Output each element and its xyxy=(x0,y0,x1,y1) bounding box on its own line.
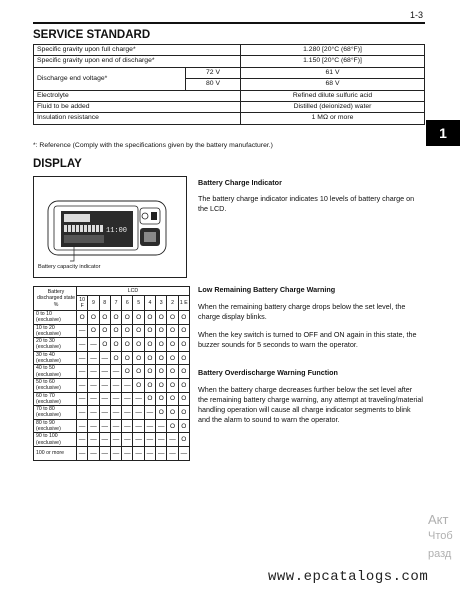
spec-value: 1.280 [20°C (68°F)] xyxy=(241,45,425,56)
page-number: 1-3 xyxy=(410,10,424,20)
segment-on-cell: O xyxy=(133,324,144,338)
table-row xyxy=(34,378,190,392)
display-panel-illustration xyxy=(34,177,186,277)
spec-value: 1 MΩ or more xyxy=(241,113,425,124)
segment-off-cell: — xyxy=(156,446,167,460)
section-paragraph: When the remaining battery charge drops below the set level, the charge display blinks. xyxy=(198,302,406,321)
table-row xyxy=(34,365,190,379)
section-paragraph: When the battery charge decreases further below the set level after the remaining battery charge warning, any attempt at traveling/material handling operation will cause all charge indicator segments to blink and the alarm to sound to warn the operator. xyxy=(198,385,423,424)
table-row xyxy=(34,392,190,406)
discharge-state-cell: 70 to 80 (exclusive) xyxy=(34,406,77,420)
section-heading: Low Remaining Battery Charge Warning xyxy=(198,285,336,294)
section-heading: Battery Charge Indicator xyxy=(198,178,282,187)
discharge-state-cell: 10 to 20 (exclusive) xyxy=(34,324,77,338)
display-title: DISPLAY xyxy=(33,158,82,170)
table-row xyxy=(34,433,190,447)
segment-off-cell: — xyxy=(133,392,144,406)
segment-on-cell: O xyxy=(77,311,88,325)
display-figure xyxy=(33,176,187,278)
segment-on-cell: O xyxy=(144,351,155,365)
segment-off-cell: — xyxy=(88,419,99,433)
segment-off-cell: — xyxy=(88,365,99,379)
segment-on-cell: O xyxy=(144,392,155,406)
watermark-text: Акт xyxy=(428,512,449,527)
segment-on-cell: O xyxy=(133,365,144,379)
segment-off-cell: — xyxy=(110,419,121,433)
spec-label: Specific gravity upon end of discharge* xyxy=(34,56,241,67)
segment-off-cell: — xyxy=(133,433,144,447)
lcd-table xyxy=(33,286,190,461)
site-watermark: www.epcatalogs.com xyxy=(268,569,429,585)
service-standard-table xyxy=(33,44,425,125)
lcd-readout: 11:00 xyxy=(106,227,128,235)
state-header: Battery discharged state % xyxy=(34,287,77,311)
segment-on-cell: O xyxy=(156,378,167,392)
lcd-column-header: 6 xyxy=(122,296,133,311)
segment-on-cell: O xyxy=(99,311,110,325)
segment-off-cell: — xyxy=(178,446,189,460)
segment-on-cell: O xyxy=(178,378,189,392)
segment-off-cell: — xyxy=(77,446,88,460)
segment-on-cell: O xyxy=(122,351,133,365)
table-row xyxy=(34,324,190,338)
lcd-column-header: 1 E xyxy=(178,296,189,311)
section-paragraph: When the key switch is turned to OFF and ON again in this state, the buzzer sounds for 5 seconds to warn the operator. xyxy=(198,330,417,349)
segment-on-cell: O xyxy=(178,392,189,406)
segment-on-cell: O xyxy=(178,433,189,447)
segment-on-cell: O xyxy=(167,351,178,365)
lcd-table-body xyxy=(34,311,190,461)
segment-off-cell: — xyxy=(88,406,99,420)
segment-off-cell: — xyxy=(88,378,99,392)
spec-label: Electrolyte xyxy=(34,90,241,101)
segment-on-cell: O xyxy=(110,311,121,325)
segment-on-cell: O xyxy=(156,338,167,352)
segment-on-cell: O xyxy=(99,324,110,338)
segment-off-cell: — xyxy=(122,433,133,447)
segment-off-cell: — xyxy=(99,392,110,406)
segment-on-cell: O xyxy=(156,365,167,379)
segment-on-cell: O xyxy=(144,378,155,392)
lcd-column-header: 10 F xyxy=(77,296,88,311)
table-row xyxy=(34,113,425,124)
segment-on-cell: O xyxy=(110,324,121,338)
segment-on-cell: O xyxy=(167,338,178,352)
segment-on-cell: O xyxy=(167,365,178,379)
discharge-state-cell: 80 to 90 (exclusive) xyxy=(34,419,77,433)
segment-off-cell: — xyxy=(77,378,88,392)
segment-on-cell: O xyxy=(99,338,110,352)
segment-on-cell: O xyxy=(167,392,178,406)
segment-on-cell: O xyxy=(167,311,178,325)
segment-off-cell: — xyxy=(77,419,88,433)
segment-off-cell: — xyxy=(110,406,121,420)
spec-label: Insulation resistance xyxy=(34,113,241,124)
segment-off-cell: — xyxy=(167,446,178,460)
segment-on-cell: O xyxy=(88,324,99,338)
segment-off-cell: — xyxy=(77,338,88,352)
discharge-state-cell: 60 to 70 (exclusive) xyxy=(34,392,77,406)
service-standard-title: SERVICE STANDARD xyxy=(33,29,151,41)
segment-on-cell: O xyxy=(167,324,178,338)
segment-off-cell: — xyxy=(99,378,110,392)
segment-on-cell: O xyxy=(167,378,178,392)
segment-on-cell: O xyxy=(156,311,167,325)
chapter-tab: 1 xyxy=(426,120,460,146)
table-row xyxy=(34,45,425,56)
lcd-column-header: 2 xyxy=(167,296,178,311)
segment-off-cell: — xyxy=(156,433,167,447)
segment-on-cell: O xyxy=(110,338,121,352)
segment-on-cell: O xyxy=(178,351,189,365)
segment-off-cell: — xyxy=(88,433,99,447)
table-row xyxy=(34,419,190,433)
segment-on-cell: O xyxy=(178,365,189,379)
segment-off-cell: — xyxy=(110,378,121,392)
segment-on-cell: O xyxy=(133,311,144,325)
segment-off-cell: — xyxy=(110,433,121,447)
spec-value: Refined dilute sulfuric acid xyxy=(241,90,425,101)
discharge-state-cell: 90 to 100 (exclusive) xyxy=(34,433,77,447)
segment-off-cell: — xyxy=(110,446,121,460)
discharge-state-cell: 40 to 50 (exclusive) xyxy=(34,365,77,379)
discharge-state-cell: 30 to 40 (exclusive) xyxy=(34,351,77,365)
segment-off-cell: — xyxy=(99,419,110,433)
table-row xyxy=(34,406,190,420)
segment-off-cell: — xyxy=(88,392,99,406)
segment-off-cell: — xyxy=(99,351,110,365)
segment-on-cell: O xyxy=(133,338,144,352)
voltage-label: 80 V xyxy=(186,79,241,90)
lcd-column-header: 9 xyxy=(88,296,99,311)
segment-off-cell: — xyxy=(88,351,99,365)
segment-off-cell: — xyxy=(122,392,133,406)
segment-off-cell: — xyxy=(122,406,133,420)
spec-value: 61 V xyxy=(241,67,425,78)
segment-on-cell: O xyxy=(178,419,189,433)
table-header-row xyxy=(34,287,190,296)
watermark-text: разд xyxy=(428,548,452,560)
segment-on-cell: O xyxy=(144,365,155,379)
spec-value: 1.150 [20°C (68°F)] xyxy=(241,56,425,67)
segment-on-cell: O xyxy=(122,311,133,325)
segment-on-cell: O xyxy=(167,406,178,420)
segment-on-cell: O xyxy=(178,406,189,420)
segment-off-cell: — xyxy=(77,351,88,365)
spec-label: Fluid to be added xyxy=(34,102,241,113)
segment-off-cell: — xyxy=(156,419,167,433)
lcd-column-header: 5 xyxy=(133,296,144,311)
table-row xyxy=(34,67,425,78)
segment-off-cell: — xyxy=(88,446,99,460)
segment-on-cell: O xyxy=(167,419,178,433)
segment-on-cell: O xyxy=(122,338,133,352)
segment-on-cell: O xyxy=(156,392,167,406)
segment-off-cell: — xyxy=(122,378,133,392)
lcd-column-header: 4 xyxy=(144,296,155,311)
segment-off-cell: — xyxy=(99,406,110,420)
segment-off-cell: — xyxy=(110,392,121,406)
segment-on-cell: O xyxy=(133,378,144,392)
segment-on-cell: O xyxy=(178,338,189,352)
segment-off-cell: — xyxy=(99,365,110,379)
segment-off-cell: — xyxy=(133,446,144,460)
spec-value: Distilled (deionized) water xyxy=(241,102,425,113)
segment-on-cell: O xyxy=(133,351,144,365)
segment-off-cell: — xyxy=(122,419,133,433)
segment-off-cell: — xyxy=(77,433,88,447)
segment-off-cell: — xyxy=(88,338,99,352)
header-rule xyxy=(33,22,425,24)
segment-off-cell: — xyxy=(77,406,88,420)
voltage-label: 72 V xyxy=(186,67,241,78)
segment-off-cell: — xyxy=(167,433,178,447)
discharge-state-cell: 0 to 10 (exclusive) xyxy=(34,311,77,325)
table-row xyxy=(34,351,190,365)
lcd-column-header: 3 xyxy=(156,296,167,311)
segment-off-cell: — xyxy=(110,365,121,379)
section-heading: Battery Overdischarge Warning Function xyxy=(198,368,338,377)
table-row xyxy=(34,446,190,460)
segment-on-cell: O xyxy=(156,324,167,338)
segment-off-cell: — xyxy=(122,446,133,460)
spec-value: 68 V xyxy=(241,79,425,90)
segment-off-cell: — xyxy=(144,419,155,433)
segment-on-cell: O xyxy=(88,311,99,325)
segment-on-cell: O xyxy=(122,365,133,379)
segment-on-cell: O xyxy=(122,324,133,338)
segment-on-cell: O xyxy=(144,338,155,352)
lcd-column-header: 7 xyxy=(110,296,121,311)
discharge-state-cell: 20 to 30 (exclusive) xyxy=(34,338,77,352)
segment-off-cell: — xyxy=(133,419,144,433)
segment-on-cell: O xyxy=(178,324,189,338)
segment-off-cell: — xyxy=(99,446,110,460)
figure-caption: Battery capacity indicator xyxy=(38,264,101,270)
discharge-state-cell: 50 to 60 (exclusive) xyxy=(34,378,77,392)
segment-on-cell: O xyxy=(144,324,155,338)
lcd-header: LCD xyxy=(77,287,190,296)
table-row xyxy=(34,102,425,113)
segment-on-cell: O xyxy=(144,311,155,325)
spec-label: Discharge end voltage* xyxy=(34,67,186,90)
segment-off-cell: — xyxy=(77,365,88,379)
segment-off-cell: — xyxy=(133,406,144,420)
table-row xyxy=(34,338,190,352)
reference-note: *: Reference (Comply with the specifications given by the battery manufacturer.) xyxy=(33,142,273,149)
segment-off-cell: — xyxy=(144,433,155,447)
segment-off-cell: — xyxy=(77,324,88,338)
segment-on-cell: O xyxy=(110,351,121,365)
watermark-text: Чтоб xyxy=(428,530,453,542)
section-paragraph: The battery charge indicator indicates 10 levels of battery charge on the LCD. xyxy=(198,194,415,213)
segment-on-cell: O xyxy=(156,406,167,420)
segment-on-cell: O xyxy=(156,351,167,365)
segment-on-cell: O xyxy=(178,311,189,325)
table-row xyxy=(34,311,190,325)
spec-label: Specific gravity upon full charge* xyxy=(34,45,241,56)
discharge-state-cell: 100 or more xyxy=(34,446,77,460)
segment-off-cell: — xyxy=(77,392,88,406)
segment-off-cell: — xyxy=(144,406,155,420)
segment-off-cell: — xyxy=(99,433,110,447)
table-row xyxy=(34,56,425,67)
lcd-column-header: 8 xyxy=(99,296,110,311)
table-row xyxy=(34,90,425,101)
segment-off-cell: — xyxy=(144,446,155,460)
